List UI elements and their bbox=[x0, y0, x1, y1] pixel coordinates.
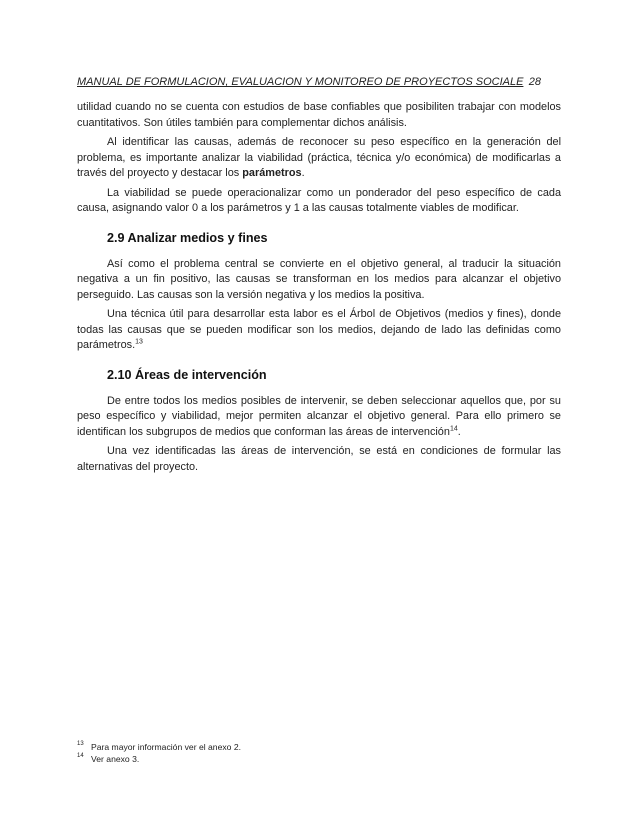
paragraph-6-text: De entre todos los medios posibles de intervenir, se deben seleccionar aquellos que, por su peso específico y viabilidad, mejor permiten alcanzar el objetivo general. Para ello primero se identifican los subgrupos de medios que conforman las áreas de intervención bbox=[77, 394, 561, 438]
section-heading-2-10: 2.10 Áreas de intervención bbox=[107, 367, 267, 382]
running-header bbox=[77, 76, 561, 88]
footnote-number: 13 bbox=[77, 741, 84, 747]
paragraph-7-text: Una vez identificadas las áreas de intervención, se está en condiciones de formular las alternativas del proyecto. bbox=[77, 445, 561, 473]
paragraph-2 bbox=[77, 135, 561, 182]
footnote-text: Ver anexo 3. bbox=[91, 754, 140, 764]
paragraph-1 bbox=[77, 100, 561, 131]
paragraph-7 bbox=[77, 444, 561, 475]
paragraph-2-end: . bbox=[301, 167, 305, 179]
paragraph-3-text: La viabilidad se puede operacionalizar como un ponderador del peso específico de cada causa, asignando valor 0 a los parámetros y 1 a las causas totalmente viables de modificar. bbox=[77, 186, 561, 214]
paragraph-2-text: Al identificar las causas, además de reconocer su peso específico en la generación del problema, es importante analizar la viabilidad (práctica, técnica y/o económica) de modificarlas a través del proyecto y destacar los bbox=[77, 136, 561, 179]
footnotes bbox=[77, 741, 561, 765]
paragraph-5-text: Una técnica útil para desarrollar esta labor es el Árbol de Objetivos (medios y fines), donde todas las causas que se pueden modificar son los medios, dejando de lado las definidas como parámetros. bbox=[77, 308, 561, 351]
paragraph-2-bold-term: parámetros bbox=[242, 167, 302, 179]
paragraph-4-text: Así como el problema central se convierte en el objetivo general, al traducir la situación negativa a un fin positivo, las causas se transforman en los medios para alcanzar el objetivo perseguido. Las causas son la versión negativa y los medios la positiva. bbox=[77, 257, 561, 301]
footnote-ref-14[interactable]: 14 bbox=[449, 424, 458, 432]
footnote-text: Para mayor información ver el anexo 2. bbox=[91, 742, 241, 752]
page-number: 28 bbox=[528, 76, 541, 88]
footnote-14 bbox=[77, 753, 561, 765]
footnote-13 bbox=[77, 741, 561, 753]
header-title: MANUAL DE FORMULACION, EVALUACION Y MONITOREO DE PROYECTOS SOCIALE bbox=[77, 76, 524, 88]
footnote-number: 14 bbox=[77, 753, 84, 759]
section-heading-2-9: 2.9 Analizar medios y fines bbox=[107, 230, 268, 245]
paragraph-3 bbox=[77, 186, 561, 217]
body-text bbox=[77, 100, 561, 479]
paragraph-1-text: utilidad cuando no se cuenta con estudios de base confiables que posibiliten trabajar con modelos cuantitativos. Son útiles también para complementar dichos análisis. bbox=[77, 101, 561, 129]
paragraph-6-end: . bbox=[457, 425, 461, 438]
paragraph-4 bbox=[77, 257, 561, 304]
footnote-ref-13[interactable]: 13 bbox=[135, 338, 143, 346]
paragraph-5 bbox=[77, 307, 561, 354]
paragraph-6 bbox=[77, 394, 561, 441]
